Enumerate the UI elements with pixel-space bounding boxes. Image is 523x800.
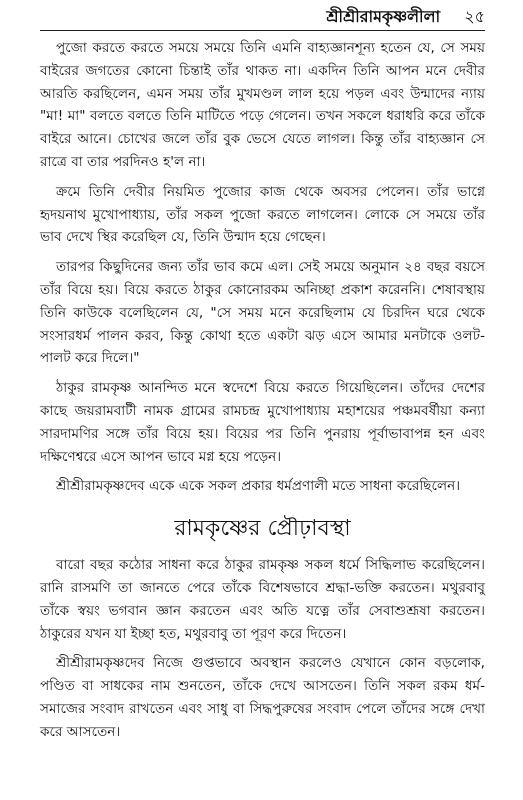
paragraph: পুজো করতে করতে সময়ে সময়ে তিনি এমনি বাহ্যজ্ঞানশূন্য হতেন যে, সে সময় বাইরের জগতের কোনো চিন্তাই তাঁর থাকত না। একদিন তিনি আপন মনে দেবীর আরতি করছিলেন, এমন সময় তাঁর মুখমণ্ডল লাল হয়ে পড়ল এবং উন্মাদের ন্যায় "মা! মা" বলতে বলতে তিনি মাটিতে পড়ে গেলেন। তখন সকলে ধরাধরি করে তাঁকে বাইরে আনে। চোখের জলে তাঁর বুক ভেসে যেতে লাগল। কিন্তু তাঁর বাহ্যজ্ঞান সে রাত্রে বা তার পরদিনও হ'ল না। [40, 40, 485, 170]
paragraph: বারো বছর কঠোর সাধনা করে ঠাকুর রামকৃষ্ণ সকল ধর্মে সিদ্ধিলাভ করেছিলেন। রানি রাসমণি তা জানতে পেরে তাঁকে বিশেষভাবে শ্রদ্ধা-ভক্তি করতেন। মথুরবাবু তাঁকে স্বয়ং ভগবান জ্ঞান করতেন এবং অতি যত্নে তাঁর সেবাশুশ্রূষা করতেন। ঠাকুরের যখন যা ইচ্ছা হত, মথুরবাবু তা পূরণ করে দিতেন। [40, 557, 485, 642]
paragraph: ক্রমে তিনি দেবীর নিয়মিত পুজোর কাজ থেকে অবসর পেলেন। তাঁর ভাগ্নে হৃদয়নাথ মুখোপাধ্যায়, তাঁর সকল পুজো করতে লাগলেন। লোকে সে সময়ে তাঁর ভাব দেখে স্থির করেছিল যে, তিনি উন্মাদ হয়ে গেছেন। [40, 183, 485, 246]
running-head-title: শ্রীশ্রীরামকৃষ্ণলীলা [326, 7, 441, 26]
page-number: ২৫ [464, 7, 485, 26]
running-head [40, 0, 485, 30]
section-heading: রামকৃষ্ণের প্রৌঢ়াবস্থা [174, 516, 351, 542]
body-text [40, 37, 485, 744]
paragraph: ঠাকুর রামকৃষ্ণ আনন্দিত মনে স্বদেশে বিয়ে করতে গিয়েছিলেন। তাঁদের দেশের কাছে জয়রামবাটী নামক গ্রামের রামচন্দ্র মুখোপাধ্যায় মহাশয়ের পঞ্চমবর্ষীয়া কন্যা সারদামণির সঙ্গে তাঁর বিয়ে হয়। বিয়ের পর তিনি পুনরায় পূর্বাভাবাপন্ন হন এবং দক্ষিণেশ্বরে এসে আপন ভাবে মগ্ন হয়ে পড়েন। [40, 380, 485, 465]
paragraph: তারপর কিছুদিনের জন্য তাঁর ভাব কমে এল। সেই সময়ে অনুমান ২৪ বছর বয়সে তাঁর বিয়ে হয়। বিয়ে করতে ঠাকুর কোনোরকম অনিচ্ছা প্রকাশ করেননি। শেষাবস্থায় তিনি কাউকে বলেছিলেন যে, "সে সময় মনে করেছিলাম যে চিরদিন ঘরে থেকে সংসারধর্ম পালন করব, কিন্তু কোথা হতে একটা ঝড় এসে আমার মনটাকে ওলট-পালট করে দিলে।" [40, 259, 485, 367]
paragraph: শ্রীশ্রীরামকৃষ্ণদেব একে একে সকল প্রকার ধর্মপ্রণালী মতে সাধনা করেছিলেন। [56, 478, 461, 495]
paragraph: শ্রীশ্রীরামকৃষ্ণদেব নিজে গুপ্তভাবে অবস্থান করলেও যেখানে কোন বড়লোক, পণ্ডিত বা সাধকের নাম শুনতেন, তাঁকে দেখে আসতেন। তিনি সকল রকম ধর্ম-সমাজের সংবাদ রাখতেন এবং সাধু বা সিদ্ধপুরুষের সংবাদ পেলে তাঁদের সঙ্গে দেখা করে আসতেন। [40, 655, 485, 740]
